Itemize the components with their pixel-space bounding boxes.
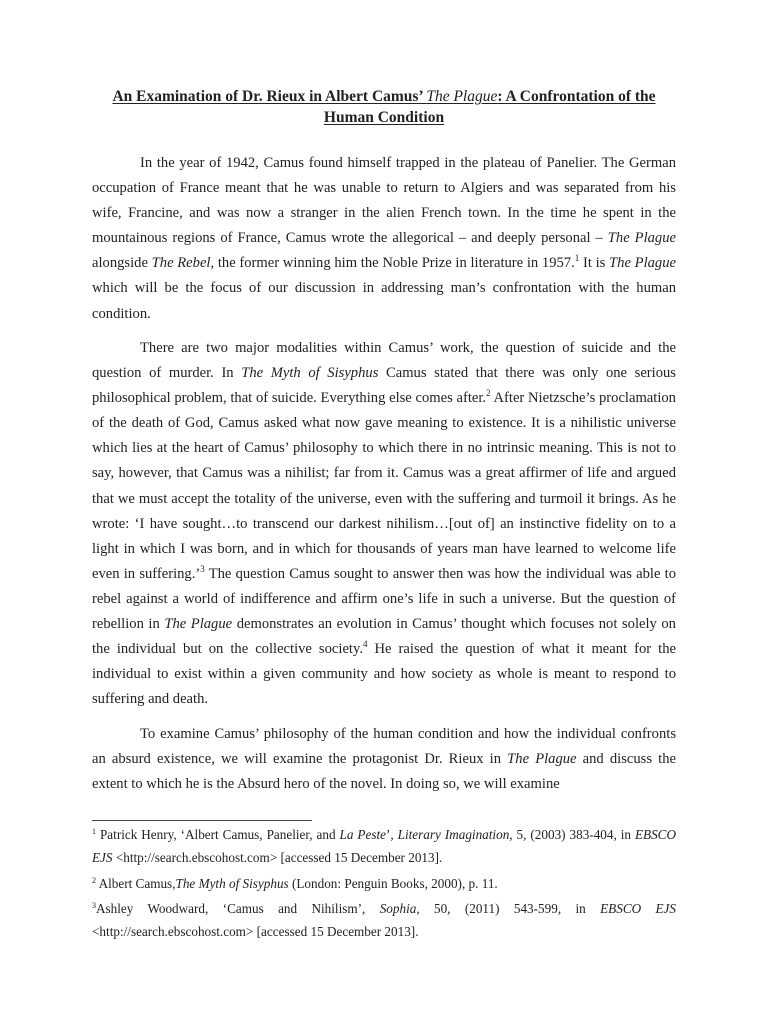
text-run: It is <box>579 255 610 272</box>
text-run: <http://search.ebscohost.com> [accessed 15 December 2013]. <box>92 924 419 940</box>
text-run: To examine Camus’ philosophy of the human condition and how the individual confronts an absurd existence, we will examine the protagonist Dr. Rieux in <box>92 725 676 767</box>
text-run: The question Camus sought to answer then was how the individual was able to rebel against a world of indifference and affirm one’s life in such a universe. But the question of rebellion in <box>92 565 676 632</box>
text-run: , 5, (2003) 383-404, in <box>509 827 635 842</box>
footnote <box>92 823 676 870</box>
footnote-ref: 3 <box>200 563 205 574</box>
text-run: After Nietzsche’s proclamation of the death of God, Camus asked what now gave meaning to existence. It is a nihilistic universe which lies at the heart of Camus’ philosophy to which there in no intrinsic meaning. This is not to say, however, that Camus was a nihilist; far from it. Camus was a great affirmer of life and argued that we must accept the totality of the universe, even with the suffering and turmoil it brings. As he wrote: ‘I have sought…to transcend our darkest nihilism…[out of] an instinctive fidelity on to a light in which I was born, and in which for thousands of years man have learned to welcome life even in suffering.’ <box>92 390 676 582</box>
italic-title: EBSCO EJS <box>600 900 676 916</box>
paragraph <box>92 151 676 327</box>
italic-title: The Myth of Sisyphus <box>175 875 289 891</box>
italic-title: Literary Imagination <box>397 827 510 842</box>
text-run: which will be the focus of our discussion in addressing man’s confrontation with the human condition. <box>92 280 676 322</box>
footnote <box>92 897 676 944</box>
text-run: Albert Camus, <box>96 875 176 891</box>
italic-title: The Plague <box>609 255 676 272</box>
text-run: (London: Penguin Books, 2000), p. 11. <box>288 875 498 891</box>
text-run: , 50, (2011) 543-599, in <box>416 900 601 916</box>
title-italic: The Plague <box>426 88 498 105</box>
italic-title: The Plague <box>164 615 233 632</box>
italic-title: EBSCO EJS <box>92 827 676 866</box>
text-run: alongside <box>92 255 152 272</box>
paragraph <box>92 336 676 712</box>
text-run: demonstrates an evolution in Camus’ thought which focuses not solely on the individual but on the collective society. <box>92 615 676 658</box>
paragraph <box>92 722 676 797</box>
footnote-ref: 2 <box>486 388 491 399</box>
text-run: There are two major modalities within Camus’ work, the question of suicide and the question of murder. In <box>92 339 676 382</box>
footnote-ref: 2 <box>92 875 96 885</box>
italic-title: Sophia <box>379 900 417 916</box>
text-run: <http://search.ebscohost.com> [accessed 15 December 2013]. <box>112 850 443 866</box>
footnote-ref: 1 <box>574 253 580 264</box>
italic-title: The Rebel <box>151 255 211 272</box>
footnote-ref: 3 <box>92 900 96 910</box>
text-run: Patrick Henry, ‘Albert Camus, Panelier, and <box>96 827 340 842</box>
footnotes <box>92 823 676 945</box>
italic-title: The Plague <box>607 230 676 247</box>
text-run: Camus stated that there was only one serious philosophical problem, that of suicide. Everything else comes after. <box>92 365 676 407</box>
text-run: , the former winning him the Noble Prize in literature in 1957. <box>210 255 575 272</box>
italic-title: The Myth of Sisyphus <box>241 365 379 382</box>
title-text: An Examination of Dr. Rieux in Albert Camus’ <box>112 88 427 105</box>
footnote-divider <box>92 820 312 821</box>
document-title <box>92 86 676 128</box>
text-run: Ashley Woodward, ‘Camus and Nihilism’, <box>96 900 380 916</box>
title-text-end: : A Confrontation of the Human Condition <box>323 88 656 126</box>
footnote-ref: 4 <box>362 639 368 650</box>
text-run: In the year of 1942, Camus found himself trapped in the plateau of Panelier. The German occupation of France meant that he was unable to return to Algiers and was separated from his wife, Francine, and was now a stranger in the alien French town. In the time he spent in the mountainous regions of France, Camus wrote the allegorical – and deeply personal – <box>92 155 676 247</box>
footnote-ref: 1 <box>92 827 96 836</box>
text-run: and discuss the extent to which he is the Absurd hero of the novel. In doing so, we will examine <box>92 750 676 792</box>
document-body <box>92 151 676 797</box>
footnote <box>92 872 676 895</box>
text-run: ’, <box>385 827 398 842</box>
text-run: He raised the question of what it meant for the individual to exist within a given community and how society as whole is meant to respond to suffering and death. <box>92 641 676 708</box>
italic-title: La Peste <box>339 827 386 842</box>
italic-title: The Plague <box>507 750 577 767</box>
